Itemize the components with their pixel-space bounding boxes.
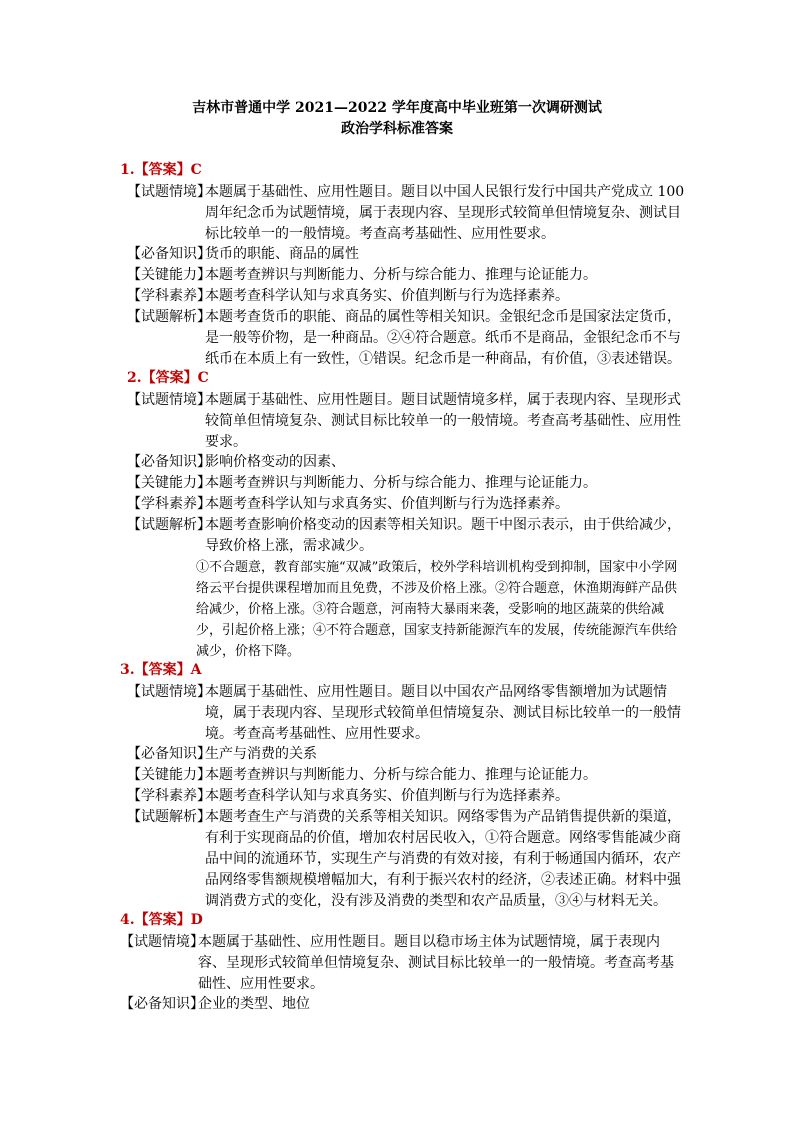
q1-analysis-text: 本题考查货币的职能、商品的属性等相关知识。金银纪念币是国家法定货币，是一般等价物，是一种商品。②④符合题意。纸币不是商品，金银纪念币不与纸币在本质上有一致性，①错误。纪念币是一种商品，有价值，③表述错误。 — [205, 309, 681, 367]
label-ability: 【关键能力】 — [127, 767, 211, 783]
q3-literacy-text: 本题考查科学认知与求真务实、价值判断与行为选择素养。 — [205, 788, 569, 804]
q4-context — [120, 932, 690, 995]
q3-analysis — [127, 807, 687, 912]
question-3-answer: 3.【答案】A — [120, 662, 202, 678]
q1-literacy-text: 本题考查科学认知与求真务实、价值判断与行为选择素养。 — [205, 288, 569, 304]
label-literacy: 【学科素养】 — [127, 288, 211, 304]
q1-analysis — [127, 307, 687, 370]
q3-ability — [127, 765, 687, 786]
q2-literacy-text: 本题考查科学认知与求真务实、价值判断与行为选择素养。 — [205, 496, 569, 512]
label-analysis: 【试题解析】 — [127, 809, 211, 825]
q2-knowledge — [127, 452, 687, 473]
q2-ability-text: 本题考查辨识与判断能力、分析与综合能力、推理与论证能力。 — [205, 475, 597, 491]
q2-analysis — [127, 515, 687, 557]
q1-context-text: 本题属于基础性、应用性题目。题目以中国人民银行发行中国共产党成立 100 周年纪念币为试题情境，属于表现内容、呈现形式较简单但情境复杂、测试目标比较单一的一般情境。考查高考基础性、应用性要求。 — [205, 184, 685, 242]
q2-option-explanation: ①不合题意，教育部实施“双减”政策后，校外学科培训机构受到抑制，国家中小学网络云平台提供课程增加而且免费，不涉及价格上涨。②符合题意，休渔期海鲜产品供给减少，价格上涨。③符合题意，河南特大暴雨来袭，受影响的地区蔬菜的供给减少，引起价格上涨；④不符合题意，国家支持新能源汽车的发展，传统能源汽车供给减少，价格下降。 — [196, 560, 678, 659]
q2-knowledge-text: 影响价格变动的因素、 — [205, 454, 345, 470]
document-subtitle: 政治学科标准答案 — [341, 121, 453, 137]
label-knowledge: 【必备知识】 — [127, 746, 211, 762]
q3-ability-text: 本题考查辨识与判断能力、分析与综合能力、推理与论证能力。 — [205, 767, 597, 783]
q1-ability — [127, 265, 687, 286]
q3-context-text: 本题属于基础性、应用性题目。题目以中国农产品网络零售额增加为试题情境，属于表现内容、呈现形式较简单但情境复杂、测试目标比较单一的一般情境。考查高考基础性、应用性要求。 — [205, 684, 681, 742]
label-context: 【试题情境】 — [127, 392, 211, 408]
label-knowledge: 【必备知识】 — [127, 454, 211, 470]
label-context: 【试题情境】 — [127, 184, 211, 200]
q3-knowledge — [127, 744, 687, 765]
document-title: 吉林市普通中学 2021—2022 学年度高中毕业班第一次调研测试 — [192, 100, 602, 116]
q4-knowledge-text: 企业的类型、地位 — [198, 996, 310, 1012]
q1-knowledge-text: 货币的职能、商品的属性 — [205, 246, 359, 262]
question-1-answer: 1.【答案】C — [120, 162, 202, 178]
q1-literacy — [127, 286, 687, 307]
q1-ability-text: 本题考查辨识与判断能力、分析与综合能力、推理与论证能力。 — [205, 267, 597, 283]
label-knowledge: 【必备知识】 — [127, 246, 211, 262]
q3-literacy — [127, 786, 687, 807]
q1-context — [127, 182, 687, 245]
q4-context-text: 本题属于基础性、应用性题目。题目以稳市场主体为试题情境，属于表现内容、呈现形式较简单但情境复杂、测试目标比较单一的一般情境。考查高考基础性、应用性要求。 — [198, 934, 674, 992]
label-literacy: 【学科素养】 — [127, 788, 211, 804]
q2-context — [127, 390, 687, 453]
label-knowledge: 【必备知识】 — [120, 996, 204, 1012]
label-analysis: 【试题解析】 — [127, 309, 211, 325]
q2-ability — [127, 473, 687, 494]
q2-analysis-text: 本题考查影响价格变动的因素等相关知识。题干中图示表示，由于供给减少，导致价格上涨，需求减少。 — [205, 517, 681, 554]
q3-context — [127, 682, 687, 745]
q2-literacy — [127, 494, 687, 515]
question-2-answer: 2.【答案】C — [127, 370, 209, 386]
q3-knowledge-text: 生产与消费的关系 — [205, 746, 317, 762]
label-ability: 【关键能力】 — [127, 267, 211, 283]
q3-analysis-text: 本题考查生产与消费的关系等相关知识。网络零售为产品销售提供新的渠道，有利于实现商品的价值，增加农村居民收入，①符合题意。网络零售能减少商品中间的流通环节，实现生产与消费的有效对接，有利于畅通国内循环，农产品网络零售额规模增幅加大，有利于振兴农村的经济，②表述正确。材料中强调消费方式的变化，没有涉及消费的类型和农产品质量，③④与材料无关。 — [205, 809, 681, 909]
q1-knowledge — [127, 244, 687, 265]
label-context: 【试题情境】 — [120, 934, 204, 950]
label-literacy: 【学科素养】 — [127, 496, 211, 512]
q2-context-text: 本题属于基础性、应用性题目。题目试题情境多样，属于表现内容、呈现形式较简单但情境复杂、测试目标比较单一的一般情境。考查高考基础性、应用性要求。 — [205, 392, 681, 450]
question-4-answer: 4.【答案】D — [120, 912, 203, 928]
label-ability: 【关键能力】 — [127, 475, 211, 491]
q4-knowledge — [120, 994, 690, 1015]
label-analysis: 【试题解析】 — [127, 517, 211, 533]
label-context: 【试题情境】 — [127, 684, 211, 700]
